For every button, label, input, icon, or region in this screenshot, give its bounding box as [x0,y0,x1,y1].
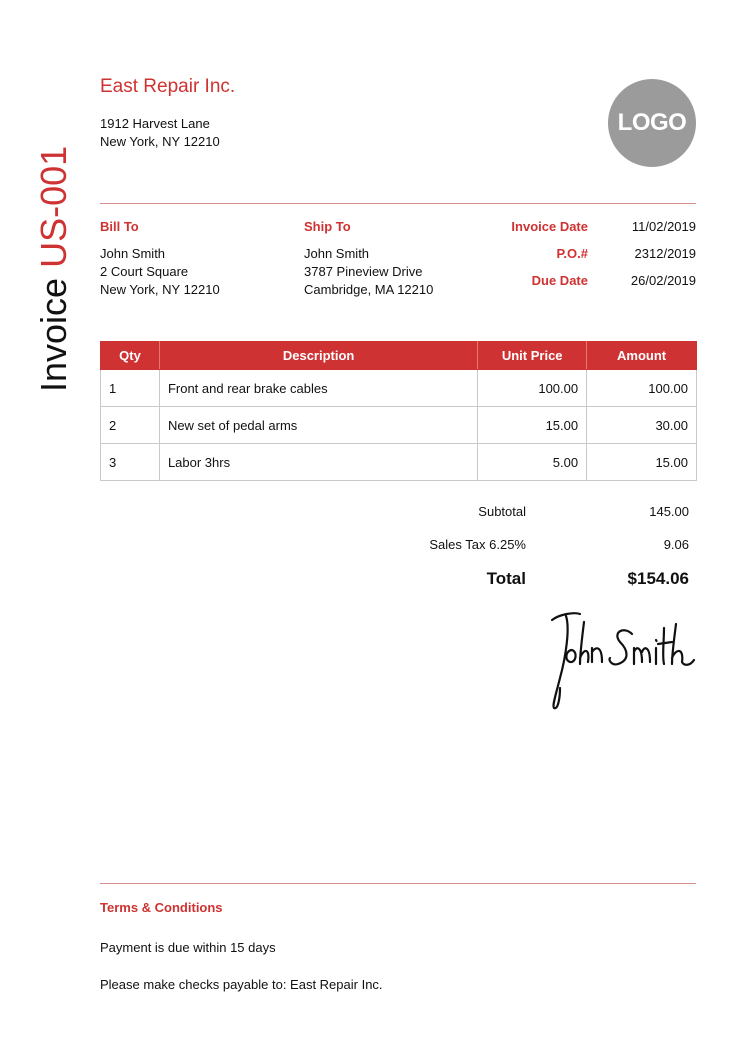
header-unit-price: Unit Price [478,342,587,370]
items-table [100,341,697,481]
due-date-label: Due Date [531,273,588,288]
total-value: $154.06 [627,569,689,588]
invoice-number: US-001 [33,145,74,268]
header-divider [100,203,696,204]
row-qty: 2 [101,407,160,444]
row-description: Front and rear brake cables [159,370,477,407]
table-header-row [101,342,697,370]
row-unit-price: 5.00 [478,444,587,481]
row-amount: 30.00 [587,407,697,444]
company-name: East Repair Inc. [100,76,236,97]
po-label: P.O.# [556,246,588,261]
header-qty: Qty [101,342,160,370]
row-amount: 100.00 [587,370,697,407]
subtotal-value: 145.00 [649,504,689,519]
bill-to-line2: New York, NY 12210 [100,282,220,297]
ship-to-line2: Cambridge, MA 12210 [304,282,434,297]
bill-to-line1: 2 Court Square [100,264,189,279]
row-qty: 3 [101,444,160,481]
tax-value: 9.06 [663,537,689,552]
tax-label: Sales Tax 6.25% [429,537,526,552]
company-address-line1: 1912 Harvest Lane [100,116,210,131]
po-value: 2312/2019 [634,246,696,261]
invoice-title-word: Invoice [33,277,74,392]
row-description: Labor 3hrs [159,444,477,481]
company-logo: LOGO [608,79,696,167]
ship-to-label: Ship To [304,219,351,234]
row-unit-price: 100.00 [478,370,587,407]
ship-to-line1: 3787 Pineview Drive [304,264,423,279]
ship-to-name: John Smith [304,246,370,261]
subtotal-label: Subtotal [478,504,526,519]
row-amount: 15.00 [587,444,697,481]
invoice-date-label: Invoice Date [511,219,588,234]
invoice-date-value: 11/02/2019 [631,219,696,234]
due-date-value: 26/02/2019 [630,273,696,288]
table-row [101,370,697,407]
total-label: Total [486,569,526,588]
bill-to-name: John Smith [100,246,166,261]
bill-to-label: Bill To [100,219,139,234]
row-description: New set of pedal arms [159,407,477,444]
header-description: Description [159,342,477,370]
terms-line2: Please make checks payable to: East Repair Inc. [100,977,383,992]
terms-line1: Payment is due within 15 days [100,940,276,955]
footer-divider [100,883,696,884]
row-qty: 1 [101,370,160,407]
company-address-line2: New York, NY 12210 [100,134,220,149]
row-unit-price: 15.00 [478,407,587,444]
signature-image [530,608,700,716]
terms-title: Terms & Conditions [100,900,223,915]
invoice-title [34,146,74,392]
table-row [101,444,697,481]
header-amount: Amount [587,342,697,370]
table-row [101,407,697,444]
